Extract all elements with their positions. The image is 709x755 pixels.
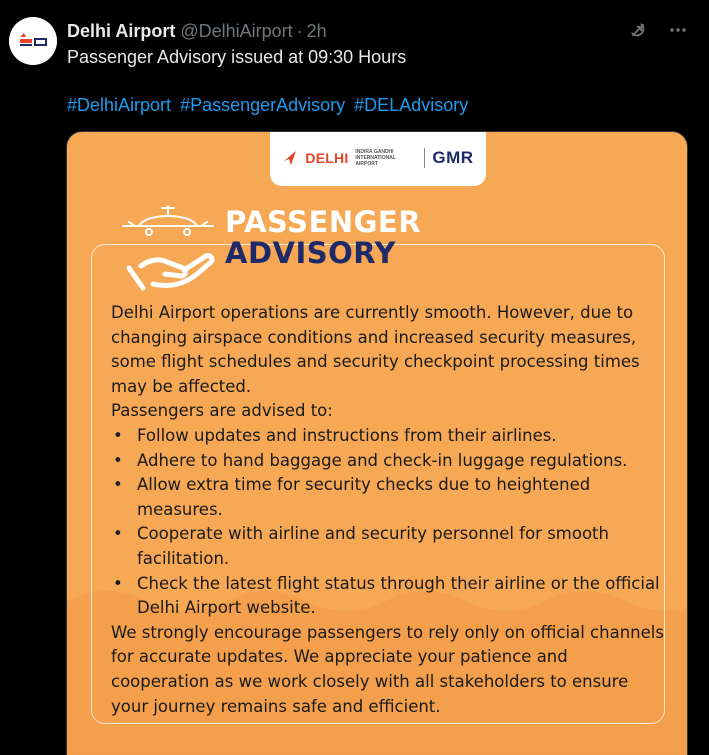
separator-dot: · xyxy=(296,20,303,41)
list-item: • Cooperate with airline and security personnel for smooth facilitation. xyxy=(111,522,667,571)
more-options-icon[interactable] xyxy=(667,19,689,41)
author-handle[interactable]: @DelhiAirport xyxy=(180,20,293,41)
author-name[interactable]: Delhi Airport xyxy=(67,20,176,41)
advisory-bullet-list xyxy=(111,424,667,621)
list-item: • Check the latest flight status through their airline or the official Delhi Airport website. xyxy=(111,572,667,621)
advisory-intro: Delhi Airport operations are currently smooth. However, due to changing airspace conditions and increased security measures, some flight schedules and security checkpoint processing times may be affected. xyxy=(111,303,640,396)
hashtag-delhiairport[interactable]: #DelhiAirport xyxy=(67,95,172,115)
delhi-airport-logo-icon xyxy=(9,17,57,65)
hand-icon xyxy=(123,240,219,294)
hashtags xyxy=(67,94,472,116)
hashtag-deladvisory[interactable]: #DELAdvisory xyxy=(354,95,469,115)
logo-divider xyxy=(424,148,425,168)
airport-logo-banner xyxy=(270,131,486,186)
post-header xyxy=(67,19,689,43)
header-actions xyxy=(627,19,689,41)
advisory-body xyxy=(111,301,667,719)
logo-gmr: GMR xyxy=(432,148,474,167)
grok-icon[interactable] xyxy=(627,19,649,41)
airplane-icon xyxy=(119,202,217,242)
logo-delhi-text: DELHI xyxy=(305,150,349,166)
hashtag-passengeradvisory[interactable]: #PassengerAdvisory xyxy=(180,95,346,115)
delhi-plane-logo-icon xyxy=(282,149,298,167)
post-time[interactable]: 2h xyxy=(306,20,327,41)
advisory-title-line2: ADVISORY xyxy=(225,236,397,270)
advisory-title-line1: PASSENGER xyxy=(225,205,422,239)
list-item: • Allow extra time for security checks due to heightened measures. xyxy=(111,473,667,522)
avatar[interactable] xyxy=(9,17,57,65)
logo-subtitle: INDIRA GANDHI INTERNATIONAL AIRPORT xyxy=(355,149,396,167)
advisory-closing: We strongly encourage passengers to rely only on official channels for accurate updates. We appreciate your patience and cooperation as we work closely with all stakeholders to ensure your journey remains safe and efficient. xyxy=(111,622,664,716)
post-image[interactable] xyxy=(66,131,688,755)
post-text: Passenger Advisory issued at 09:30 Hours xyxy=(67,47,407,67)
advisory-advised-label: Passengers are advised to: xyxy=(111,401,333,421)
list-item: • Follow updates and instructions from their airlines. xyxy=(111,424,667,449)
list-item: • Adhere to hand baggage and check-in luggage regulations. xyxy=(111,449,667,474)
